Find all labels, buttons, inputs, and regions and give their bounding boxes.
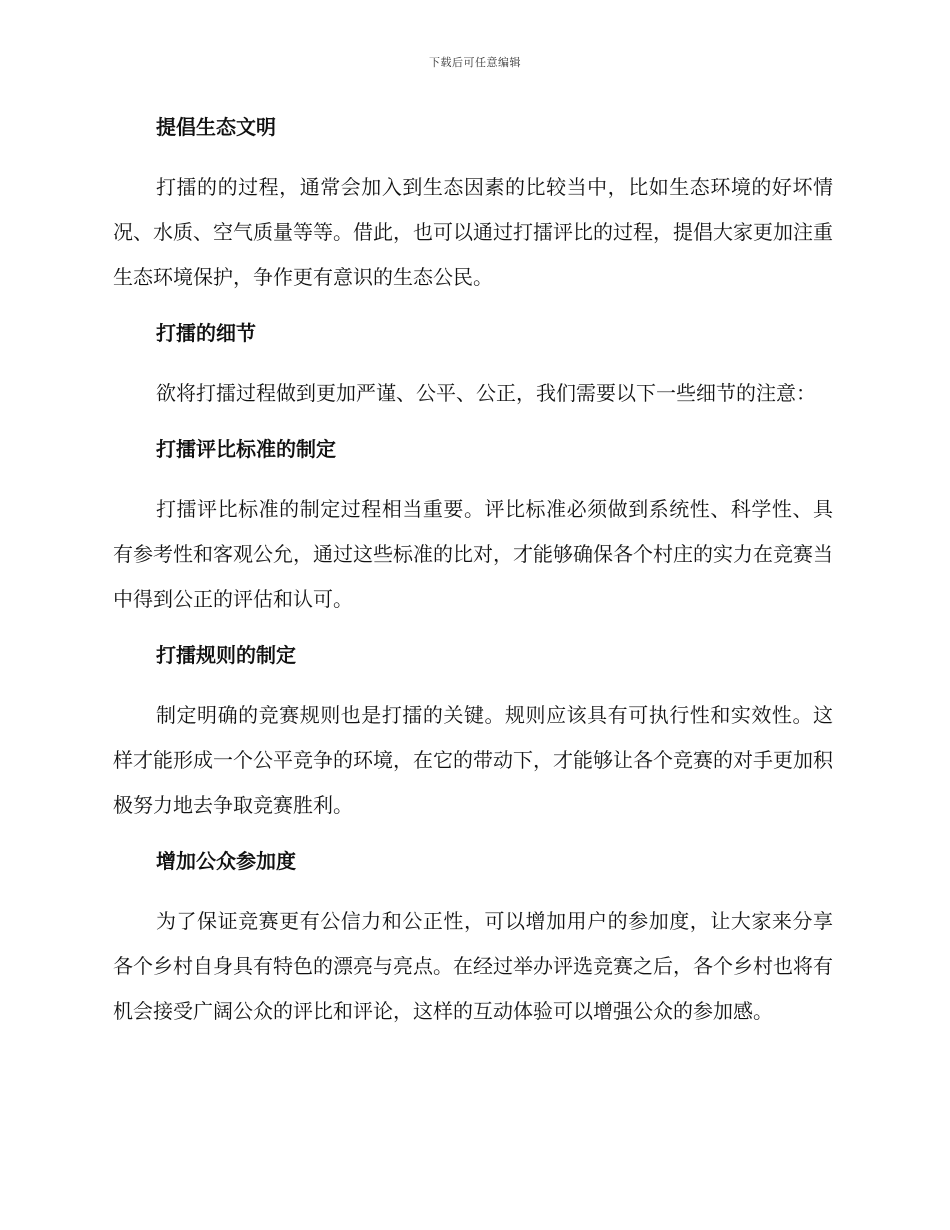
page-header: 下载后可任意编辑 xyxy=(429,56,521,69)
section-heading-rules: 打擂规则的制定 xyxy=(156,643,296,667)
section-paragraph-ecology: 打擂的的过程，通常会加入到生态因素的比较当中，比如生态环境的好坏情况、水质、空气质量等等。借此，也可以通过打擂评比的过程，提倡大家更加注重生态环境保护，争作更有意识的生态公民。 xyxy=(113,175,833,289)
section-paragraph-participation: 为了保证竞赛更有公信力和公正性，可以增加用户的参加度，让大家来分享各个乡村自身具有特色的漂亮与亮点。在经过举办评选竞赛之后，各个乡村也将有机会接受广阔公众的评比和评论，这样的互动体验可以增强公众的参加感。 xyxy=(113,909,833,1023)
section-heading-standards: 打擂评比标准的制定 xyxy=(156,437,336,461)
section-paragraph-rules: 制定明确的竞赛规则也是打擂的关键。规则应该具有可执行性和实效性。这样才能形成一个公平竞争的环境，在它的带动下，才能够让各个竞赛的对手更加积极努力地去争取竞赛胜利。 xyxy=(113,703,833,817)
section-heading-participation: 增加公众参加度 xyxy=(156,849,296,873)
section-paragraph-details: 欲将打擂过程做到更加严谨、公平、公正，我们需要以下一些细节的注意： xyxy=(156,381,816,405)
document-body xyxy=(113,111,833,1034)
section-heading-details: 打擂的细节 xyxy=(156,321,256,345)
section-heading-ecology: 提倡生态文明 xyxy=(156,115,276,139)
section-paragraph-standards: 打擂评比标准的制定过程相当重要。评比标准必须做到系统性、科学性、具有参考性和客观公允，通过这些标准的比对，才能够确保各个村庄的实力在竞赛当中得到公正的评估和认可。 xyxy=(113,497,833,611)
